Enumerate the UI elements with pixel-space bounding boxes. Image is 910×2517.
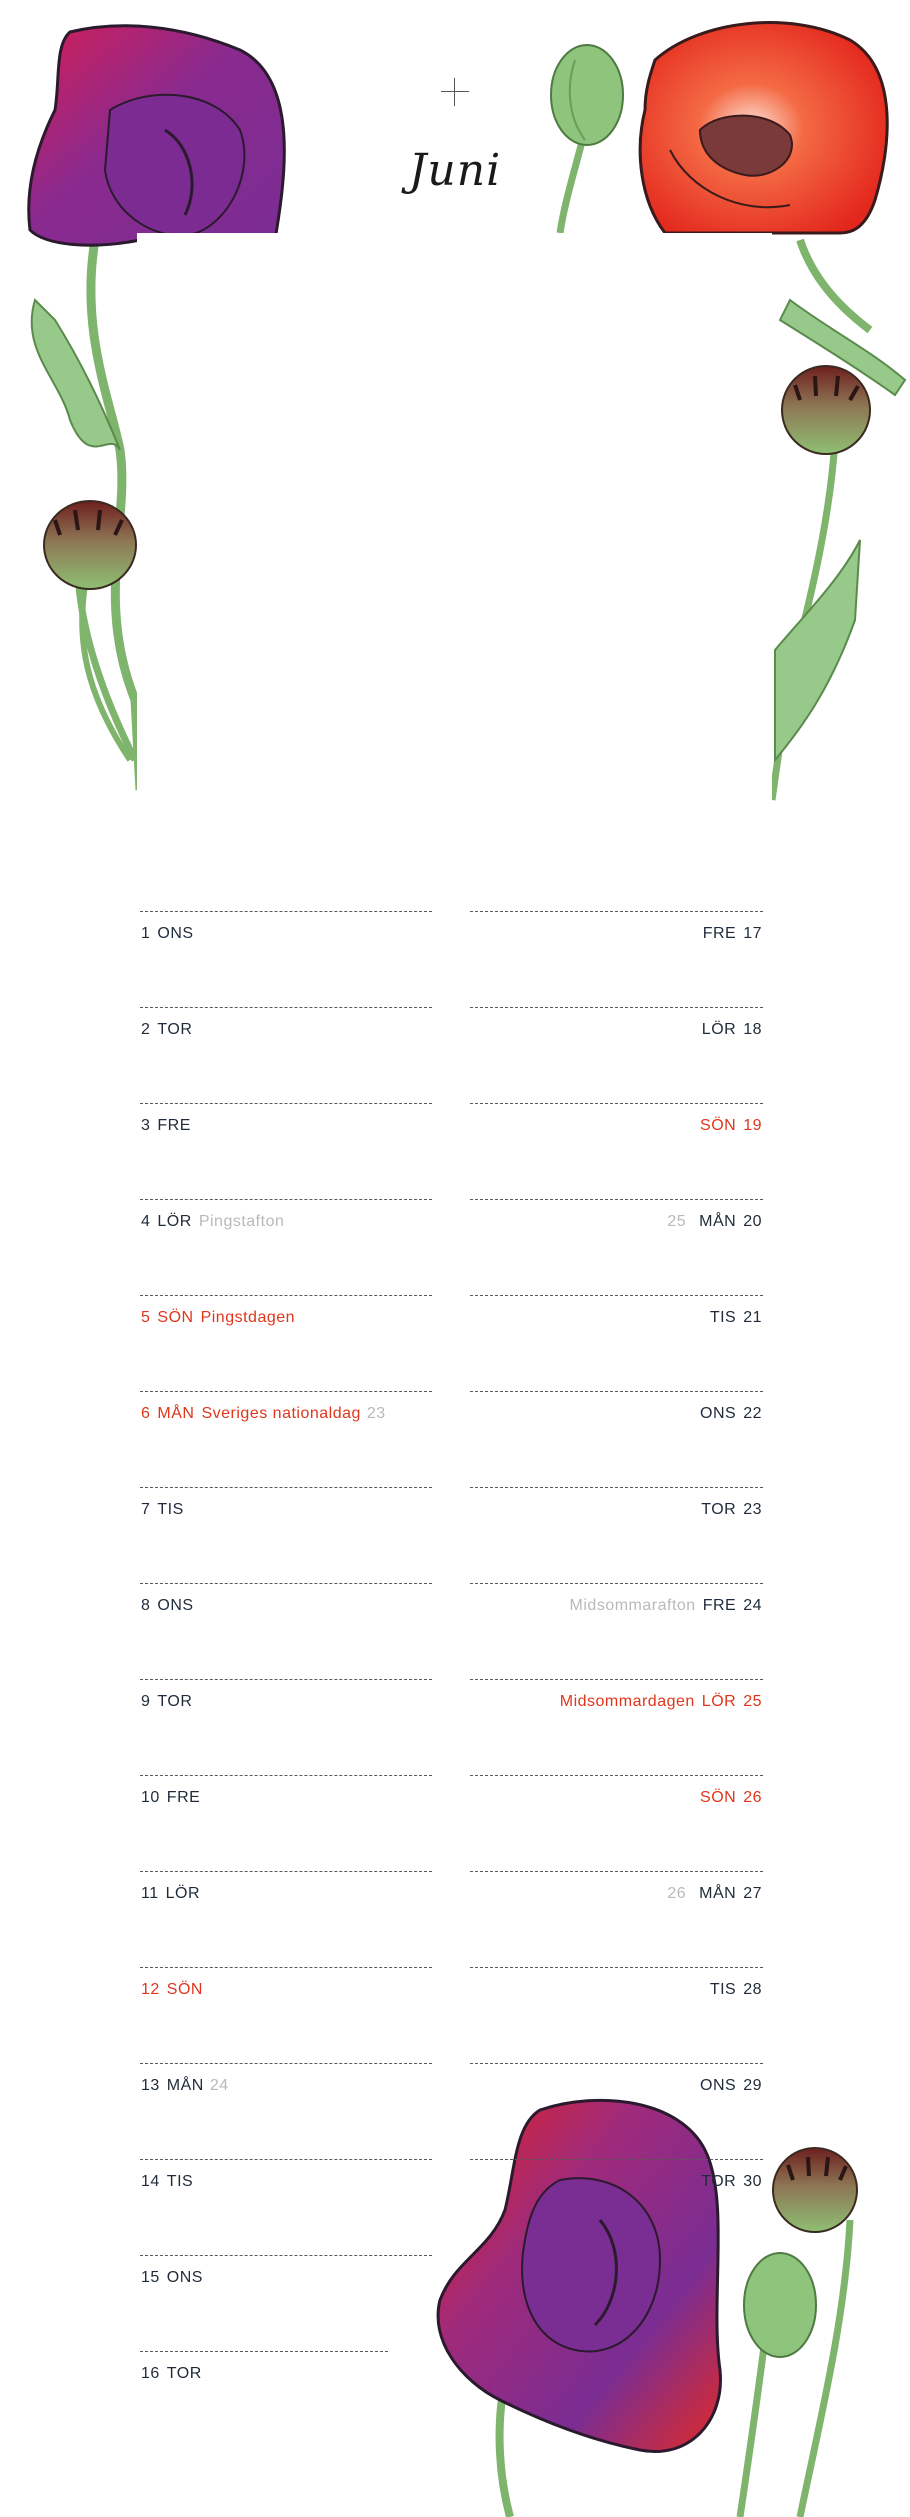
dotted-writing-line [470,1871,763,1872]
day-number: 6 [141,1405,151,1422]
day-number: 19 [743,1117,762,1134]
dotted-writing-line [470,1391,763,1392]
day-row[interactable] [470,1391,763,1431]
day-number: 3 [141,1117,151,1134]
day-number: 9 [141,1693,151,1710]
day-row[interactable] [470,2159,763,2199]
holiday-name: Pingstafton [198,1213,285,1230]
day-number: 29 [743,2077,762,2094]
weekday-label: FRE [702,1597,737,1614]
day-row[interactable] [470,1103,763,1143]
day-row[interactable] [140,1295,432,1335]
weekday-label: MÅN [157,1405,195,1422]
day-number: 24 [743,1597,762,1614]
dotted-writing-line [470,1103,763,1104]
day-number: 22 [743,1405,762,1422]
weekday-label: TIS [157,1501,184,1518]
dotted-writing-line [470,2063,763,2064]
dotted-writing-line [140,2255,432,2256]
day-number: 7 [141,1501,151,1518]
weekday-label: ONS [157,1597,194,1614]
holiday-name: Pingstdagen [200,1309,296,1326]
day-number: 27 [743,1885,762,1902]
holiday-name: Midsommardagen [559,1693,695,1710]
weekday-label: SÖN [700,1789,737,1806]
day-row[interactable] [470,2063,763,2103]
dotted-writing-line [470,1679,763,1680]
day-row[interactable] [140,1487,432,1527]
dotted-writing-line [140,2159,432,2160]
day-number: 21 [743,1309,762,1326]
dotted-writing-line [140,1103,432,1104]
dotted-writing-line [140,1679,432,1680]
weekday-label: MÅN [699,1213,737,1230]
day-number: 1 [141,925,151,942]
day-number: 17 [743,925,762,942]
dotted-writing-line [470,1199,763,1200]
weekday-label: FRE [157,1117,191,1134]
dotted-writing-line [140,2063,432,2064]
dotted-writing-line [140,1775,432,1776]
day-number: 18 [743,1021,762,1038]
day-number: 8 [141,1597,151,1614]
dotted-writing-line [470,2159,763,2160]
weekday-label: TOR [157,1693,193,1710]
week-number: 25 [667,1213,687,1230]
dotted-writing-line [140,1487,432,1488]
weekday-label: LÖR [701,1021,737,1038]
dotted-writing-line [470,1775,763,1776]
dotted-writing-line [470,1583,763,1584]
day-number: 2 [141,1021,151,1038]
dotted-writing-line [470,1487,763,1488]
photo-placeholder[interactable] [137,233,772,833]
day-row[interactable] [140,1391,432,1431]
day-number: 12 [141,1981,160,1998]
day-row[interactable] [470,911,763,951]
holiday-name: Sveriges nationaldag [201,1405,361,1422]
day-number: 26 [743,1789,762,1806]
seed-pod-right [772,366,870,800]
day-row[interactable] [470,1199,763,1239]
weekday-label: SÖN [700,1117,737,1134]
day-row[interactable] [470,1967,763,2007]
day-row[interactable] [140,1775,432,1815]
weekday-label: TIS [166,2173,194,2190]
weekday-label: TOR [166,2365,202,2382]
day-number: 16 [141,2365,160,2382]
day-number: 10 [141,1789,160,1806]
day-row[interactable] [140,1199,432,1239]
day-row[interactable] [470,1679,763,1719]
weekday-label: ONS [157,925,194,942]
weekday-label: MÅN [699,1885,737,1902]
day-number: 20 [743,1213,762,1230]
poppy-bud-top [551,45,623,233]
weekday-label: ONS [700,1405,737,1422]
day-row[interactable] [470,1583,763,1623]
day-number: 14 [141,2173,160,2190]
day-row[interactable] [140,1679,432,1719]
day-number: 11 [141,1885,159,1902]
weekday-label: SÖN [157,1309,194,1326]
weekday-label: TOR [157,1021,193,1038]
day-number: 25 [743,1693,762,1710]
weekday-label: LÖR [157,1213,192,1230]
week-number: 26 [667,1885,687,1902]
day-row[interactable] [140,1871,432,1911]
day-row[interactable] [140,2351,388,2391]
dotted-writing-line [140,1007,432,1008]
holiday-name: Midsommarafton [569,1597,696,1614]
weekday-label: LÖR [701,1693,737,1710]
dotted-writing-line [470,911,763,912]
day-number: 28 [743,1981,762,1998]
weekday-label: TIS [709,1309,737,1326]
dotted-writing-line [140,1391,432,1392]
dotted-writing-line [470,1007,763,1008]
dotted-writing-line [140,1871,432,1872]
day-row[interactable] [140,2159,432,2199]
weekday-label: TIS [709,1981,737,1998]
plus-icon [441,78,469,106]
day-number: 13 [141,2077,160,2094]
dotted-writing-line [140,1295,432,1296]
seed-pod-left [44,501,136,760]
dotted-writing-line [140,1967,432,1968]
day-row[interactable] [140,1583,432,1623]
weekday-label: SÖN [166,1981,203,1998]
day-row[interactable] [140,2063,432,2103]
dotted-writing-line [140,2351,388,2352]
day-row[interactable] [140,911,432,951]
dotted-writing-line [140,911,432,912]
weekday-label: MÅN [166,2077,204,2094]
day-number: 30 [743,2173,762,2190]
day-number: 15 [141,2269,160,2286]
day-row[interactable] [470,1487,763,1527]
month-title: Juni [408,145,502,196]
weekday-label: FRE [702,925,737,942]
day-row[interactable] [140,1007,432,1047]
day-row[interactable] [140,1967,432,2007]
dotted-writing-line [140,1583,432,1584]
day-number: 5 [141,1309,151,1326]
day-row[interactable] [470,1775,763,1815]
day-row[interactable] [470,1007,763,1047]
weekday-label: ONS [166,2269,203,2286]
weekday-label: ONS [700,2077,737,2094]
week-number: 23 [366,1405,386,1422]
poppy-bud-bottom [740,2148,857,2517]
weekday-label: FRE [166,1789,201,1806]
weekday-label: TOR [701,1501,737,1518]
dotted-writing-line [470,1967,763,1968]
day-row[interactable] [140,2255,432,2295]
weekday-label: LÖR [165,1885,201,1902]
dotted-writing-line [470,1295,763,1296]
weekday-label: TOR [701,2173,737,2190]
day-row[interactable] [140,1103,432,1143]
day-number: 4 [141,1213,151,1230]
day-number: 23 [743,1501,762,1518]
day-row[interactable] [470,1871,763,1911]
dotted-writing-line [140,1199,432,1200]
day-row[interactable] [470,1295,763,1335]
week-number: 24 [209,2077,229,2094]
